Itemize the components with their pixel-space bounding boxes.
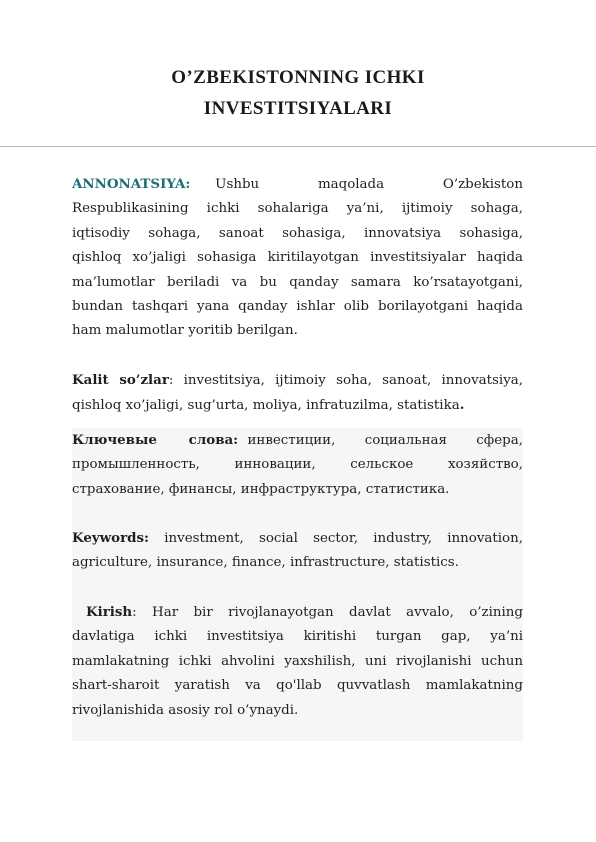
keywords-ru-line-1	[72, 428, 523, 453]
abstract-line-7: ham malumotlar yoritib berilgan.	[72, 323, 298, 339]
intro-line-4: shart-sharoit yaratish va qo'llab quvvatlash mamlakatning	[72, 678, 523, 694]
keywords-ru-section	[72, 428, 523, 502]
keywords-uz-text-2: qishloq xo’jaligi, sug’urta, moliya, infratuzilma, statistika	[72, 398, 460, 414]
keywords-en-text-1: investment, social sector, industry, innovation,	[164, 531, 523, 546]
intro-line-5: rivojlanishida asosiy rol o’ynaydi.	[72, 702, 299, 718]
abstract-text-1: Ushbu maqolada O’zbekiston	[215, 177, 523, 192]
keywords-uz-line-1	[72, 368, 523, 393]
keywords-ru-line-3: страхование, финансы, инфраструктура, статистика.	[72, 481, 450, 497]
keywords-en-label: Keywords:	[72, 530, 150, 546]
abstract-line-2: Respublikasining ichki sohalariga ya’ni, ijtimoiy sohaga,	[72, 201, 523, 217]
keywords-uz-text-1: : investitsiya, ijtimoiy soha, sanoat, innovatsiya,	[168, 373, 523, 388]
keywords-ru-label: Ключевые слова:	[72, 432, 239, 448]
abstract-label: ANNONATSIYA:	[72, 176, 191, 192]
keywords-uz-end: .	[459, 397, 465, 414]
abstract-line-3: iqtisodiy sohaga, sanoat sohasiga, innovatsiya sohasiga,	[72, 225, 523, 241]
intro-line-1	[72, 600, 523, 625]
intro-text-1: : Har bir rivojlanayotgan davlat avvalo, o’zining	[132, 605, 523, 620]
intro-label: Kirish	[86, 604, 133, 620]
keywords-en-line-2: agriculture, insurance, finance, infrastructure, statistics.	[72, 555, 459, 571]
keywords-ru-text-1: инвестиции, социальная сфера,	[247, 433, 523, 448]
keywords-uz-label: Kalit so’zlar	[72, 372, 169, 388]
article-title-line-1: O’ZBEKISTONNING ICHKI	[171, 67, 425, 88]
abstract-line-6: bundan tashqari yana qanday ishlar olib borilayotgani haqida	[72, 299, 523, 315]
abstract-line-1	[72, 172, 523, 197]
article-title	[0, 62, 596, 124]
introduction-section	[72, 600, 523, 723]
abstract-line-5: ma’lumotlar beriladi va bu qanday samara ko’rsatayotgani,	[72, 274, 523, 290]
abstract-section	[72, 172, 523, 344]
intro-line-3: mamlakatning ichki ahvolini yaxshilish, uni rivojlanishi uchun	[72, 653, 523, 669]
keywords-ru-line-2: промышленность, инновации, сельское хозяйство,	[72, 457, 523, 473]
title-divider	[0, 146, 596, 147]
keywords-uz-line-2	[72, 393, 523, 418]
article-title-line-2: INVESTITSIYALARI	[203, 98, 393, 119]
intro-line-2: davlatiga ichki investitsiya kiritishi turgan gap, ya’ni	[72, 629, 523, 645]
keywords-en-line-1	[72, 526, 523, 551]
abstract-line-4: qishloq xo’jaligi sohasiga kiritilayotgan investitsiyalar haqida	[72, 250, 523, 266]
keywords-uz-section	[72, 368, 523, 419]
keywords-en-section	[72, 526, 523, 576]
